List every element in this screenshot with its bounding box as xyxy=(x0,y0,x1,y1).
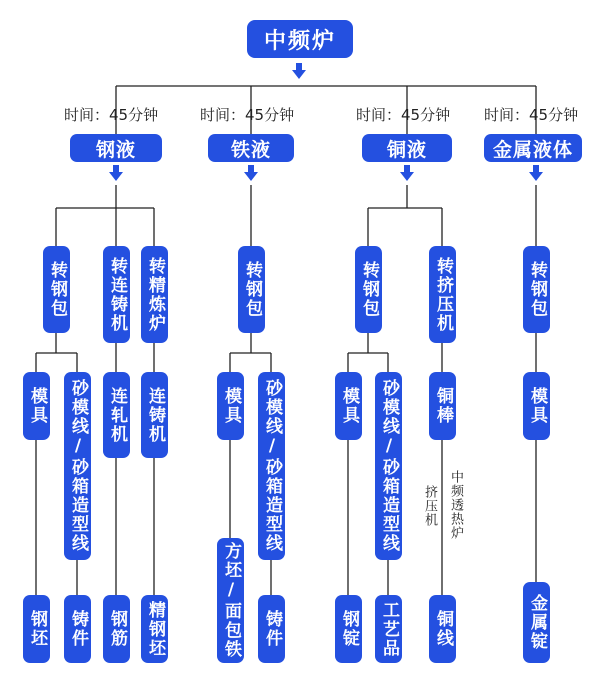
liquid-metal: 金属液体 xyxy=(484,134,582,162)
time-label-copper: 时间：45分钟 xyxy=(356,106,451,124)
node-transfer-refining-furnace: 转精炼炉 xyxy=(141,246,168,343)
product-rebar: 钢筋 xyxy=(103,595,130,663)
node-sand-line-steel: 砂模线/砂箱造型线 xyxy=(64,372,91,560)
product-castings-steel: 铸件 xyxy=(64,595,91,663)
node-mold-iron: 模具 xyxy=(217,372,244,440)
product-steel-ingot: 钢锭 xyxy=(335,595,362,663)
node-continuous-caster: 连铸机 xyxy=(141,372,168,458)
product-steel-billet: 钢坯 xyxy=(23,595,50,663)
node-mold-metal: 模具 xyxy=(523,372,550,440)
node-transfer-continuous-caster: 转连铸机 xyxy=(103,246,130,343)
root-induction-furnace: 中频炉 xyxy=(247,20,353,58)
time-label-metal: 时间：45分钟 xyxy=(484,106,579,124)
node-transfer-ladle-metal: 转钢包 xyxy=(523,246,550,333)
node-transfer-ladle-iron: 转钢包 xyxy=(238,246,265,333)
node-rolling-mill: 连轧机 xyxy=(103,372,130,458)
product-fine-steel-billet: 精钢坯 xyxy=(141,595,168,663)
node-sand-line-iron: 砂模线/砂箱造型线 xyxy=(258,372,285,560)
note-extruder: 挤压机 xyxy=(422,485,437,527)
product-square-billet-bread-iron: 方坯/面包铁 xyxy=(217,538,244,663)
liquid-steel: 钢液 xyxy=(70,134,162,162)
product-handicrafts: 工艺品 xyxy=(375,595,402,663)
node-copper-rod: 铜棒 xyxy=(429,372,456,440)
liquid-iron: 铁液 xyxy=(208,134,294,162)
liquid-copper: 铜液 xyxy=(362,134,452,162)
note-induction-heating-furnace: 中频透热炉 xyxy=(448,470,463,540)
product-castings-iron: 铸件 xyxy=(258,595,285,663)
product-copper-wire: 铜线 xyxy=(429,595,456,663)
node-transfer-ladle-copper: 转钢包 xyxy=(355,246,382,333)
node-mold-copper: 模具 xyxy=(335,372,362,440)
product-metal-ingot: 金属锭 xyxy=(523,582,550,663)
node-mold-steel: 模具 xyxy=(23,372,50,440)
node-transfer-ladle-steel: 转钢包 xyxy=(43,246,70,333)
node-transfer-extruder: 转挤压机 xyxy=(429,246,456,343)
time-label-steel: 时间：45分钟 xyxy=(64,106,159,124)
node-sand-line-copper: 砂模线/砂箱造型线 xyxy=(375,372,402,560)
time-label-iron: 时间：45分钟 xyxy=(200,106,295,124)
